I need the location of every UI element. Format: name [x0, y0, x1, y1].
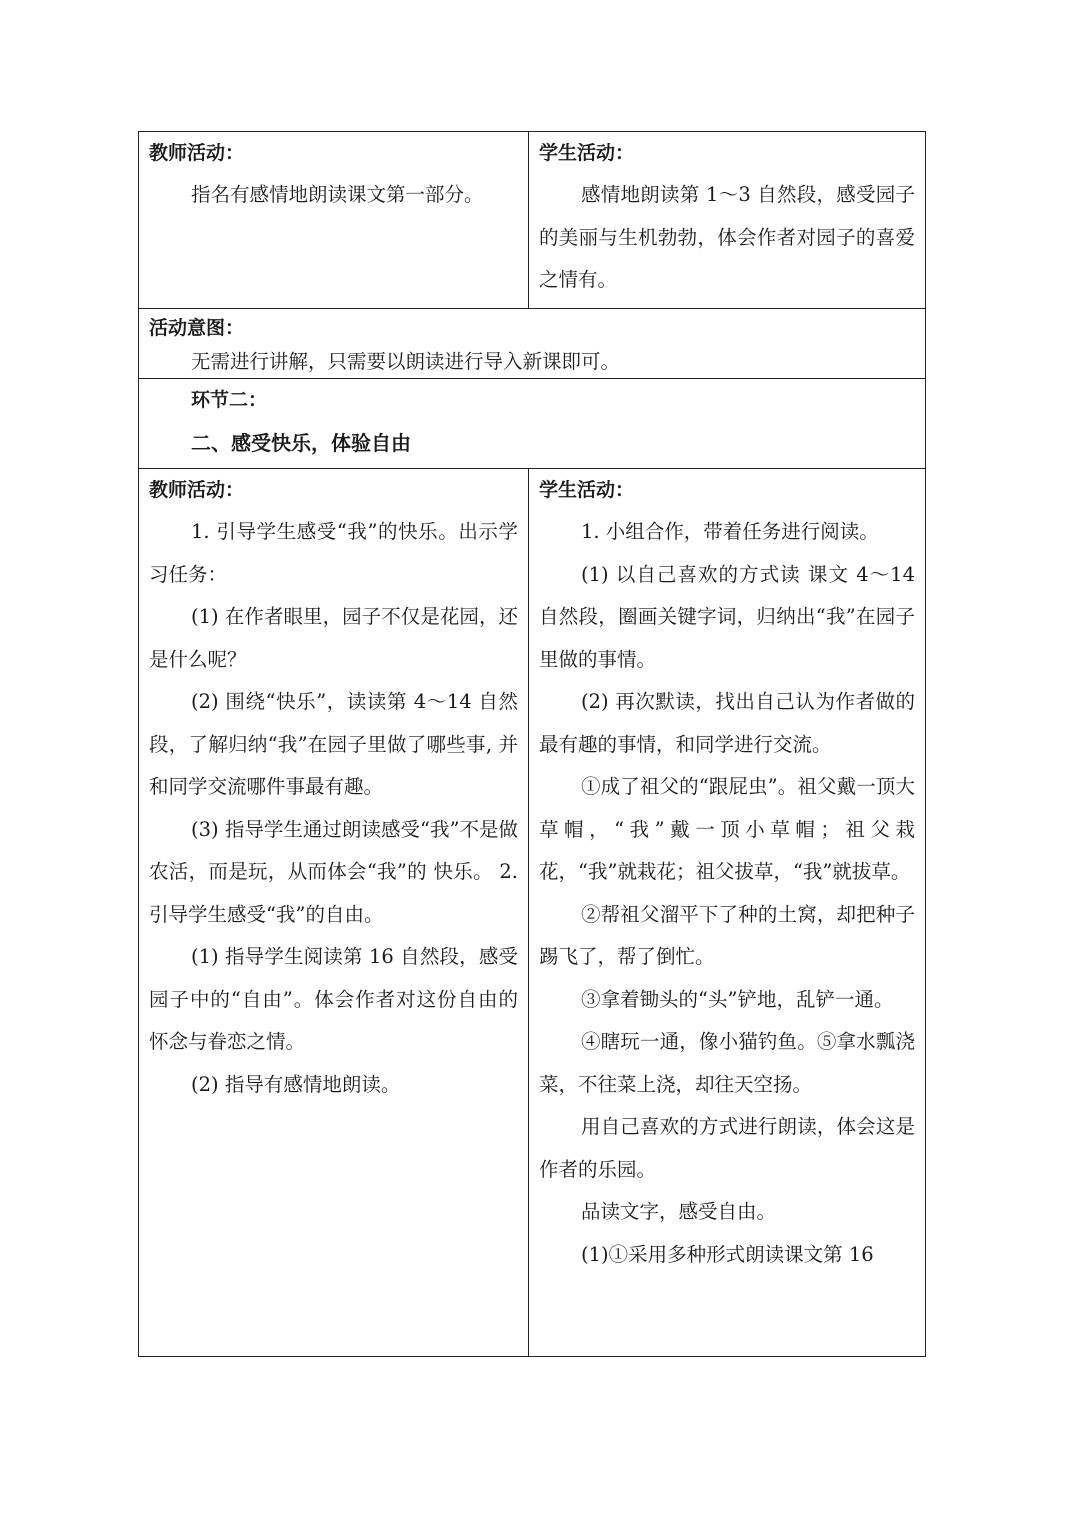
section-header-cell: [139, 379, 925, 468]
student-paragraph: (1) 以自己喜欢的方式读 课文 4～14 自然段，圈画关键字词，归纳出“我”在园子里做的事情。: [539, 562, 915, 671]
activity-intent-heading: 活动意图：: [149, 317, 245, 339]
activity-intent-cell: [139, 309, 925, 378]
activity-intent-text: 无需进行讲解，只需要以朗读进行导入新课即可。: [191, 350, 621, 373]
student-paragraph: (2) 再次默读，找出自己认为作者做的最有趣的事情，和同学进行交流。: [539, 690, 915, 756]
student-activity-heading-2: 学生活动：: [539, 479, 635, 501]
student-activity-heading: 学生活动：: [539, 142, 635, 164]
student-activity-cell-2: [529, 469, 925, 1356]
teacher-paragraph: (3) 指导学生通过朗读感受“我”不是做农活，而是玩，从而体会“我”的 快乐。 2. 引导学生感受“我”的自由。: [149, 817, 518, 926]
lesson-plan-table: [138, 131, 926, 1357]
teacher-activity-cell: [139, 132, 529, 308]
teacher-paragraph: 1. 引导学生感受“我”的快乐。出示学习任务：: [149, 520, 518, 586]
teacher-activity-cell-2: [139, 469, 529, 1356]
teacher-activity-text: 指名有感情地朗读课文第一部分。: [191, 183, 484, 206]
student-paragraph: ④瞎玩一通，像小猫钓鱼。⑤拿水瓢浇菜，不往菜上浇，却往天空扬。: [539, 1030, 915, 1096]
activity-row-2: [139, 469, 925, 1356]
student-paragraph: ①成了祖父的“跟屁虫”。祖父戴一顶大草帽，“我”戴一顶小草帽；祖父栽花，“我”就栽花；祖父拔草，“我”就拔草。: [539, 775, 915, 883]
section-title: 二、感受快乐，体验自由: [191, 431, 411, 455]
teacher-paragraph: (1) 指导学生阅读第 16 自然段，感受园子中的“自由”。体会作者对这份自由的怀念与眷恋之情。: [149, 945, 518, 1053]
section-label: 环节二：: [191, 389, 268, 411]
student-paragraph: 用自己喜欢的方式进行朗读，体会这是作者的乐园。: [539, 1115, 915, 1181]
section-header-row: [139, 379, 925, 469]
teacher-paragraph: (2) 指导有感情地朗读。: [191, 1072, 401, 1096]
teacher-activity-heading-2: 教师活动：: [149, 479, 245, 501]
activity-row-1: [139, 132, 925, 309]
student-paragraph: (1)①采用多种形式朗读课文第 16: [581, 1242, 874, 1266]
student-paragraph: 品读文字，感受自由。: [581, 1200, 777, 1223]
teacher-paragraph: (2) 围绕“快乐”，读读第 4～14 自然段，了解归纳“我”在园子里做了哪些事, 并和同学交流哪件事最有趣。: [149, 690, 518, 798]
student-paragraph: ②帮祖父溜平下了种的土窝，却把种子踢飞了，帮了倒忙。: [539, 902, 915, 968]
student-paragraph: ③拿着锄头的“头”铲地，乱铲一通。: [581, 987, 894, 1011]
student-activity-cell: [529, 132, 925, 308]
teacher-paragraph: (1) 在作者眼里，园子不仅是花园，还是什么呢？: [149, 605, 518, 671]
student-activity-text: 感情地朗读第 1～3 自然段，感受园子的美丽与生机勃勃，体会作者对园子的喜爱之情有。: [539, 183, 915, 291]
activity-intent-row: [139, 309, 925, 379]
student-paragraph: 1. 小组合作，带着任务进行阅读。: [581, 520, 879, 543]
teacher-activity-heading: 教师活动：: [149, 142, 245, 164]
